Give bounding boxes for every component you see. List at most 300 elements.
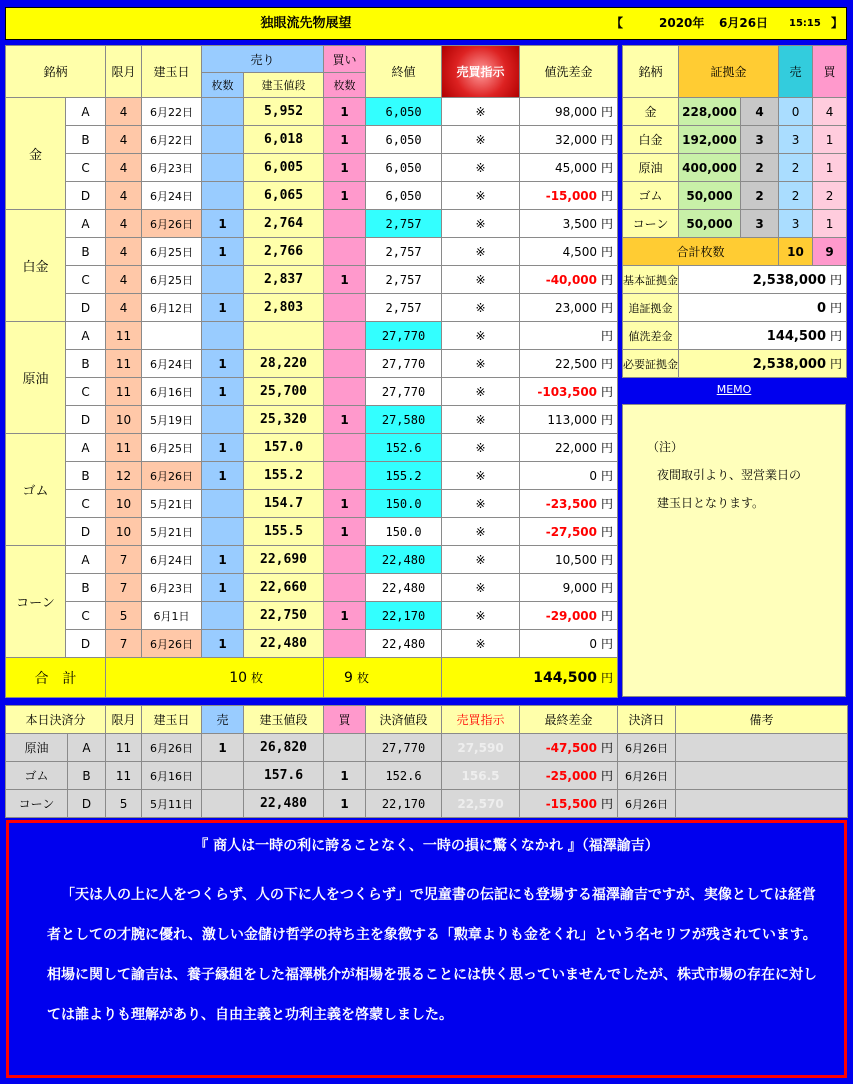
instruction-mark: ※ — [442, 350, 520, 378]
settle-code: B — [68, 762, 106, 790]
summary-value: 144,500 — [766, 329, 826, 344]
open-price: 22,660 — [244, 574, 324, 602]
open-price: 25,320 — [244, 406, 324, 434]
header-diff: 値洗差金 — [520, 46, 618, 98]
contract-month: 5 — [106, 602, 142, 630]
settle-header-sell: 売 — [202, 706, 244, 734]
summary-row — [623, 350, 847, 378]
sell-count: 1 — [202, 238, 244, 266]
close-price: 27,580 — [366, 406, 442, 434]
settle-header-diff: 最終差金 — [520, 706, 618, 734]
open-date: 6月25日 — [142, 434, 202, 462]
sell-count — [202, 490, 244, 518]
positions-body — [6, 98, 618, 658]
diff-unit: 円 — [601, 105, 614, 119]
close-price: 6,050 — [366, 126, 442, 154]
diff-unit: 円 — [601, 385, 614, 399]
total-sell-unit: 枚 — [251, 671, 264, 685]
settle-commodity: コーン — [6, 790, 68, 818]
margin-value: 50,000 — [679, 210, 741, 238]
buy-count: 1 — [324, 154, 366, 182]
contract-month: 12 — [106, 462, 142, 490]
margin-sell: 0 — [779, 98, 813, 126]
margin-commodity: 金 — [623, 98, 679, 126]
settle-open-price: 26,820 — [244, 734, 324, 762]
table-row — [6, 98, 618, 126]
date-close-bracket: 】 — [831, 16, 844, 30]
instruction-mark: ※ — [442, 238, 520, 266]
margin-commodity: 原油 — [623, 154, 679, 182]
open-date: 6月24日 — [142, 546, 202, 574]
instruction-mark: ※ — [442, 434, 520, 462]
diff-value: 32,000 — [555, 133, 598, 147]
diff-unit: 円 — [601, 553, 614, 567]
sell-count — [202, 266, 244, 294]
buy-count — [324, 546, 366, 574]
contract-month: 11 — [106, 434, 142, 462]
open-date: 6月24日 — [142, 182, 202, 210]
settle-date: 6月26日 — [618, 762, 676, 790]
contract-code: A — [66, 322, 106, 350]
contract-month: 11 — [106, 350, 142, 378]
instruction-mark: ※ — [442, 518, 520, 546]
open-date — [142, 322, 202, 350]
diff-cell — [520, 322, 618, 350]
total-sell-value: 10 — [229, 670, 248, 686]
margin-commodity: コーン — [623, 210, 679, 238]
close-price: 2,757 — [366, 266, 442, 294]
settle-note — [676, 734, 848, 762]
open-price — [244, 322, 324, 350]
diff-value: -29,000 — [545, 609, 598, 623]
settlement-body — [6, 734, 848, 818]
sell-count — [202, 98, 244, 126]
settlement-row — [6, 762, 848, 790]
contract-code: C — [66, 602, 106, 630]
page-title: 独眼流先物展望 — [260, 16, 352, 31]
summary-label: 追証拠金 — [623, 294, 679, 322]
contract-month: 11 — [106, 378, 142, 406]
summary-label: 値洗差金 — [623, 322, 679, 350]
margin-body — [623, 98, 847, 238]
settle-note — [676, 762, 848, 790]
sell-count: 1 — [202, 294, 244, 322]
contract-code: C — [66, 490, 106, 518]
table-row — [6, 238, 618, 266]
diff-cell — [520, 126, 618, 154]
margin-buy: 1 — [813, 126, 847, 154]
summary-value-cell — [679, 266, 847, 294]
contract-code: D — [66, 630, 106, 658]
contract-code: B — [66, 350, 106, 378]
diff-unit: 円 — [601, 497, 614, 511]
diff-unit: 円 — [601, 189, 614, 203]
contract-code: C — [66, 378, 106, 406]
margin-value: 400,000 — [679, 154, 741, 182]
settle-commodity: ゴム — [6, 762, 68, 790]
open-price: 157.0 — [244, 434, 324, 462]
header-brand: 銘柄 — [6, 46, 106, 98]
settle-diff-cell — [520, 762, 618, 790]
positions-table — [5, 45, 618, 698]
diff-cell — [520, 406, 618, 434]
commodity-name: コーン — [6, 546, 66, 658]
contract-month: 4 — [106, 98, 142, 126]
diff-cell — [520, 462, 618, 490]
header-price: 建玉値段 — [244, 73, 324, 98]
contract-month: 11 — [106, 322, 142, 350]
buy-count — [324, 294, 366, 322]
diff-unit: 円 — [601, 609, 614, 623]
settle-diff-value: -15,500 — [545, 797, 597, 811]
quote-box — [6, 820, 847, 1078]
header-month: 限月 — [106, 46, 142, 98]
open-price: 155.5 — [244, 518, 324, 546]
summary-unit: 円 — [830, 329, 843, 343]
close-price: 22,480 — [366, 546, 442, 574]
contract-code: D — [66, 294, 106, 322]
side-header-sell: 売 — [779, 46, 813, 98]
open-price: 2,837 — [244, 266, 324, 294]
buy-count — [324, 322, 366, 350]
open-price: 2,766 — [244, 238, 324, 266]
open-price: 22,690 — [244, 546, 324, 574]
contract-month: 7 — [106, 630, 142, 658]
settle-header-label: 本日決済分 — [6, 706, 106, 734]
diff-cell — [520, 434, 618, 462]
contract-code: C — [66, 154, 106, 182]
settle-commodity: 原油 — [6, 734, 68, 762]
header-buy-count: 枚数 — [324, 73, 366, 98]
close-price: 22,480 — [366, 630, 442, 658]
summary-row — [623, 294, 847, 322]
commodity-name: ゴム — [6, 434, 66, 546]
diff-cell — [520, 294, 618, 322]
diff-value: 45,000 — [555, 161, 598, 175]
header-buy: 買い — [324, 46, 366, 73]
margin-row — [623, 182, 847, 210]
sell-count: 1 — [202, 434, 244, 462]
contract-code: A — [66, 210, 106, 238]
settle-diff-cell — [520, 734, 618, 762]
open-date: 6月22日 — [142, 126, 202, 154]
close-price: 27,770 — [366, 322, 442, 350]
settle-diff-cell — [520, 790, 618, 818]
memo-link[interactable]: MEMO — [716, 383, 752, 396]
summary-label: 基本証拠金 — [623, 266, 679, 294]
close-price: 27,770 — [366, 350, 442, 378]
settle-open-price: 22,480 — [244, 790, 324, 818]
margin-count: 4 — [741, 98, 779, 126]
contract-code: D — [66, 182, 106, 210]
table-row — [6, 490, 618, 518]
instruction-mark: ※ — [442, 490, 520, 518]
buy-count: 1 — [324, 182, 366, 210]
open-date: 6月23日 — [142, 574, 202, 602]
instruction-mark: ※ — [442, 98, 520, 126]
settle-note — [676, 790, 848, 818]
settle-diff-unit: 円 — [601, 797, 614, 811]
summary-unit: 円 — [830, 273, 843, 287]
close-price: 27,770 — [366, 378, 442, 406]
settle-price: 27,770 — [366, 734, 442, 762]
settle-sell — [202, 762, 244, 790]
contract-code: B — [66, 462, 106, 490]
open-price: 28,220 — [244, 350, 324, 378]
summary-unit: 円 — [830, 301, 843, 315]
side-total-buy: 9 — [813, 238, 847, 266]
settle-open-price: 157.6 — [244, 762, 324, 790]
margin-row — [623, 154, 847, 182]
table-row — [6, 602, 618, 630]
open-price: 6,065 — [244, 182, 324, 210]
open-price: 154.7 — [244, 490, 324, 518]
diff-unit: 円 — [601, 245, 614, 259]
open-date: 5月19日 — [142, 406, 202, 434]
contract-month: 4 — [106, 126, 142, 154]
margin-value: 192,000 — [679, 126, 741, 154]
diff-cell — [520, 350, 618, 378]
total-buy-value: 9 — [344, 670, 353, 686]
table-row — [6, 210, 618, 238]
diff-value: 10,500 — [555, 553, 598, 567]
total-sell — [106, 658, 324, 698]
instruction-mark: ※ — [442, 210, 520, 238]
settle-sell: 1 — [202, 734, 244, 762]
close-price: 150.0 — [366, 518, 442, 546]
settle-code: D — [68, 790, 106, 818]
buy-count: 1 — [324, 602, 366, 630]
buy-count: 1 — [324, 266, 366, 294]
open-price: 22,750 — [244, 602, 324, 630]
settle-header-instruction: 売買指示 — [442, 706, 520, 734]
table-row — [6, 518, 618, 546]
sell-count — [202, 182, 244, 210]
summary-value-cell — [679, 350, 847, 378]
instruction-mark: ※ — [442, 602, 520, 630]
diff-unit: 円 — [601, 273, 614, 287]
diff-value: -40,000 — [545, 273, 598, 287]
open-date: 6月26日 — [142, 210, 202, 238]
diff-cell — [520, 266, 618, 294]
settle-instruction: 22,570 — [442, 790, 520, 818]
instruction-mark: ※ — [442, 574, 520, 602]
diff-value: 23,000 — [555, 301, 598, 315]
table-row — [6, 350, 618, 378]
table-row — [6, 378, 618, 406]
sell-count: 1 — [202, 350, 244, 378]
diff-unit: 円 — [601, 329, 614, 343]
sell-count — [202, 322, 244, 350]
margin-buy: 4 — [813, 98, 847, 126]
date-display — [611, 8, 846, 39]
settle-diff-unit: 円 — [601, 741, 614, 755]
header-instruction: 売買指示 — [442, 46, 520, 98]
contract-code: D — [66, 406, 106, 434]
table-row — [6, 182, 618, 210]
contract-code: A — [66, 546, 106, 574]
date-day: 6月26日 — [719, 16, 769, 30]
margin-commodity: ゴム — [623, 182, 679, 210]
diff-value: 3,500 — [562, 217, 598, 231]
open-price: 2,764 — [244, 210, 324, 238]
diff-value: 9,000 — [562, 581, 598, 595]
side-header-margin: 証拠金 — [679, 46, 779, 98]
close-price: 22,480 — [366, 574, 442, 602]
diff-unit: 円 — [601, 161, 614, 175]
diff-cell — [520, 378, 618, 406]
contract-code: C — [66, 266, 106, 294]
summary-label: 必要証拠金 — [623, 350, 679, 378]
sell-count: 1 — [202, 630, 244, 658]
instruction-mark: ※ — [442, 462, 520, 490]
table-row — [6, 434, 618, 462]
instruction-mark: ※ — [442, 378, 520, 406]
margin-count: 3 — [741, 210, 779, 238]
margin-row — [623, 210, 847, 238]
table-row — [6, 462, 618, 490]
settle-diff-value: -47,500 — [545, 741, 597, 755]
margin-count: 3 — [741, 126, 779, 154]
buy-count — [324, 350, 366, 378]
buy-count — [324, 238, 366, 266]
contract-code: A — [66, 434, 106, 462]
sell-count: 1 — [202, 210, 244, 238]
summary-unit: 円 — [830, 357, 843, 371]
buy-count — [324, 210, 366, 238]
diff-value: 4,500 — [562, 245, 598, 259]
open-date: 6月12日 — [142, 294, 202, 322]
margin-value: 228,000 — [679, 98, 741, 126]
open-price: 6,005 — [244, 154, 324, 182]
table-row — [6, 322, 618, 350]
diff-cell — [520, 182, 618, 210]
memo-line-3: 建玉日となります。 — [657, 496, 765, 510]
close-price: 6,050 — [366, 154, 442, 182]
memo-line-1: （注） — [647, 440, 684, 454]
sell-count — [202, 126, 244, 154]
instruction-mark: ※ — [442, 546, 520, 574]
summary-value: 2,538,000 — [752, 273, 826, 288]
open-price: 5,952 — [244, 98, 324, 126]
diff-value: -15,000 — [545, 189, 598, 203]
summary-value: 0 — [816, 301, 826, 316]
margin-summary — [623, 266, 847, 378]
total-buy-unit: 枚 — [356, 671, 369, 685]
contract-month: 4 — [106, 182, 142, 210]
contract-month: 4 — [106, 266, 142, 294]
sell-count — [202, 406, 244, 434]
diff-cell — [520, 98, 618, 126]
settle-header-date: 建玉日 — [142, 706, 202, 734]
settlement-row — [6, 734, 848, 762]
margin-count: 2 — [741, 182, 779, 210]
open-date: 5月21日 — [142, 518, 202, 546]
margin-row — [623, 98, 847, 126]
buy-count: 1 — [324, 406, 366, 434]
open-date: 6月26日 — [142, 462, 202, 490]
buy-count: 1 — [324, 518, 366, 546]
open-date: 6月25日 — [142, 238, 202, 266]
settle-price: 152.6 — [366, 762, 442, 790]
margin-sell: 3 — [779, 210, 813, 238]
side-header-buy: 買 — [813, 46, 847, 98]
settlement-table — [5, 705, 848, 818]
diff-cell — [520, 546, 618, 574]
open-date: 6月23日 — [142, 154, 202, 182]
buy-count: 1 — [324, 126, 366, 154]
side-total-sell: 10 — [779, 238, 813, 266]
settlement-row — [6, 790, 848, 818]
summary-value-cell — [679, 322, 847, 350]
close-price: 155.2 — [366, 462, 442, 490]
margin-sell: 3 — [779, 126, 813, 154]
settle-buy — [324, 734, 366, 762]
settle-buy: 1 — [324, 762, 366, 790]
diff-cell — [520, 630, 618, 658]
sell-count: 1 — [202, 574, 244, 602]
memo-panel — [622, 404, 846, 697]
header-close: 終値 — [366, 46, 442, 98]
settle-instruction: 156.5 — [442, 762, 520, 790]
contract-month: 4 — [106, 154, 142, 182]
close-price: 22,170 — [366, 602, 442, 630]
table-row — [6, 154, 618, 182]
date-open-bracket: 【 — [611, 16, 624, 30]
header-date: 建玉日 — [142, 46, 202, 98]
buy-count — [324, 434, 366, 462]
settle-month: 11 — [106, 762, 142, 790]
open-price: 22,480 — [244, 630, 324, 658]
diff-cell — [520, 574, 618, 602]
contract-month: 4 — [106, 294, 142, 322]
diff-unit: 円 — [601, 357, 614, 371]
diff-unit: 円 — [601, 637, 614, 651]
instruction-mark: ※ — [442, 126, 520, 154]
close-price: 152.6 — [366, 434, 442, 462]
commodity-name: 金 — [6, 98, 66, 210]
close-price: 2,757 — [366, 238, 442, 266]
side-total-label: 合計枚数 — [623, 238, 779, 266]
instruction-mark: ※ — [442, 294, 520, 322]
margin-buy: 2 — [813, 182, 847, 210]
settle-header-settle-date: 決済日 — [618, 706, 676, 734]
total-diff-unit: 円 — [601, 671, 614, 685]
memo-header — [622, 382, 846, 402]
instruction-mark: ※ — [442, 154, 520, 182]
open-date: 6月1日 — [142, 602, 202, 630]
total-diff-value: 144,500 — [533, 670, 598, 686]
contract-month: 7 — [106, 574, 142, 602]
contract-code: D — [66, 518, 106, 546]
buy-count — [324, 462, 366, 490]
settle-open-date: 6月16日 — [142, 762, 202, 790]
open-price: 6,018 — [244, 126, 324, 154]
settle-header-note: 備考 — [676, 706, 848, 734]
settle-diff-unit: 円 — [601, 769, 614, 783]
diff-value: 0 — [589, 469, 598, 483]
sell-count: 1 — [202, 378, 244, 406]
total-diff — [442, 658, 618, 698]
diff-value: -27,500 — [545, 525, 598, 539]
settle-open-date: 6月26日 — [142, 734, 202, 762]
header-sell-count: 枚数 — [202, 73, 244, 98]
margin-sell: 2 — [779, 182, 813, 210]
diff-cell — [520, 210, 618, 238]
date-time: 15:15 — [789, 18, 821, 29]
table-row — [6, 126, 618, 154]
total-buy — [324, 658, 442, 698]
